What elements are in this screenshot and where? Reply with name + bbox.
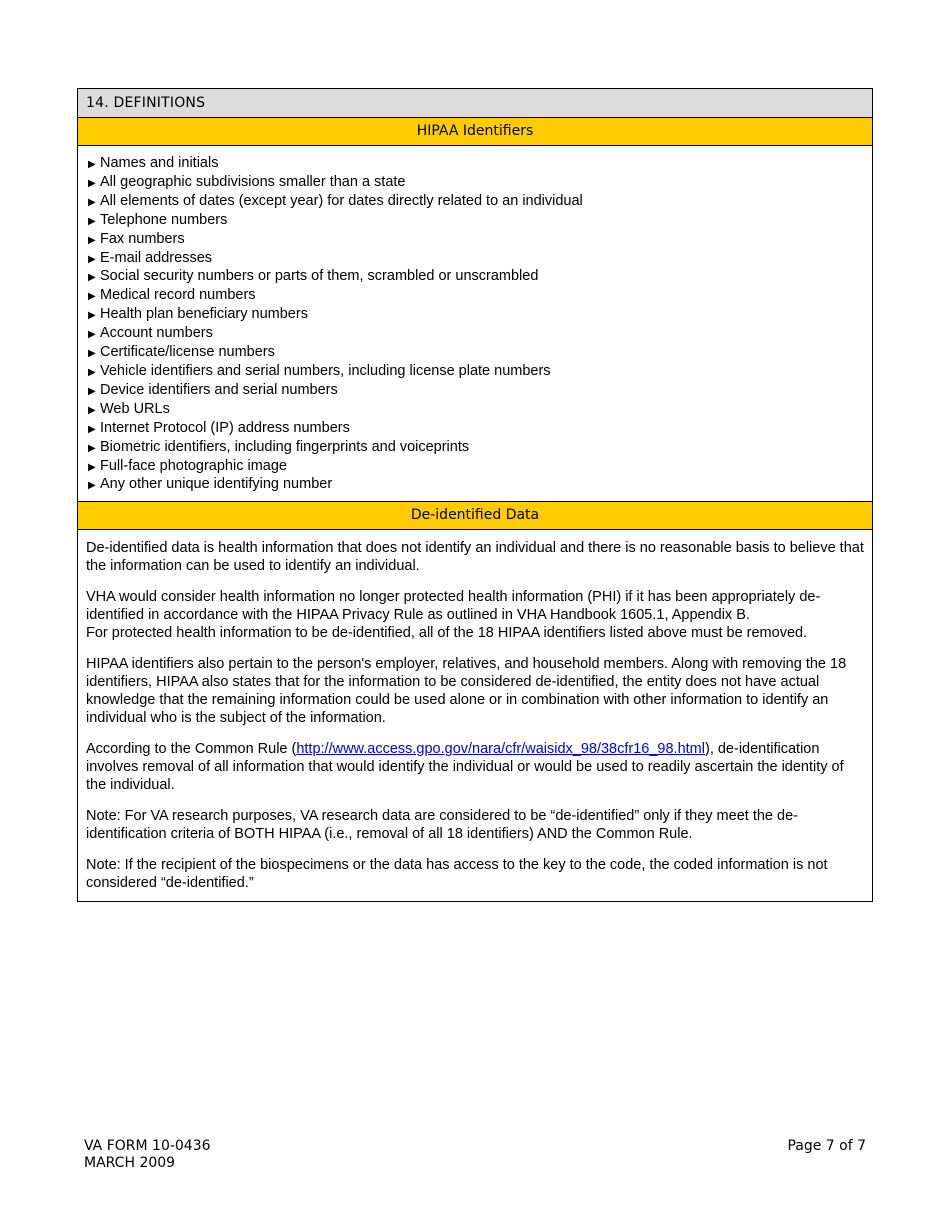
bullet-arrow-icon: ▶ bbox=[88, 348, 96, 360]
bullet-arrow-icon: ▶ bbox=[88, 329, 96, 341]
bullet-arrow-icon: ▶ bbox=[88, 177, 96, 189]
bullet-arrow-icon: ▶ bbox=[88, 291, 96, 303]
bullet-arrow-icon: ▶ bbox=[88, 385, 96, 397]
common-rule-paragraph: According to the Common Rule (http://www.access.gpo.gov/nara/cfr/waisidx_98/38cfr16_98.html), de-identification involves removal of all information that would identify the individual or would be used to readily ascertain the identity of the individual. bbox=[86, 741, 844, 794]
list-item: ▶ Account numbers bbox=[88, 325, 864, 344]
bullet-arrow-icon: ▶ bbox=[88, 310, 96, 322]
bullet-arrow-icon: ▶ bbox=[88, 272, 96, 284]
list-item: ▶ All geographic subdivisions smaller than a state bbox=[88, 174, 864, 193]
bullet-arrow-icon: ▶ bbox=[88, 196, 96, 208]
list-item: ▶ Internet Protocol (IP) address numbers bbox=[88, 420, 864, 439]
list-item: ▶ Any other unique identifying number bbox=[88, 476, 864, 495]
list-item: ▶ Biometric identifiers, including fingerprints and voiceprints bbox=[88, 439, 864, 458]
definitions-table bbox=[77, 88, 873, 902]
list-item: ▶ Vehicle identifiers and serial numbers, including license plate numbers bbox=[88, 363, 864, 382]
list-item: ▶ Names and initials bbox=[88, 155, 864, 174]
bullet-arrow-icon: ▶ bbox=[88, 423, 96, 435]
list-item: ▶ Telephone numbers bbox=[88, 212, 864, 231]
bullet-arrow-icon: ▶ bbox=[88, 366, 96, 378]
page-number: Page 7 of 7 bbox=[787, 1138, 866, 1154]
list-item: ▶ Social security numbers or parts of them, scrambled or unscrambled bbox=[88, 268, 864, 287]
bullet-arrow-icon: ▶ bbox=[88, 215, 96, 227]
list-item: ▶ E-mail addresses bbox=[88, 250, 864, 269]
bullet-arrow-icon: ▶ bbox=[88, 442, 96, 454]
list-item: ▶ Device identifiers and serial numbers bbox=[88, 382, 864, 401]
hipaa-identifiers-paragraph: HIPAA identifiers also pertain to the person's employer, relatives, and household members. Along with removing the 18 identifiers, HIPAA also states that for the information to be considered de-identified, the entity does not have actual knowledge that the remaining information could be used alone or in combination with other information to identify an individual who is the subject of the information. bbox=[86, 656, 847, 727]
list-item: ▶ Full-face photographic image bbox=[88, 458, 864, 477]
deidentified-data-header: De-identified Data bbox=[78, 501, 872, 530]
form-number: VA FORM 10-0436 bbox=[84, 1138, 211, 1154]
deidentified-data-body bbox=[78, 530, 872, 901]
research-note-paragraph: Note: For VA research purposes, VA research data are considered to be “de-identified” only if they meet the de-identification criteria of BOTH HIPAA (i.e., removal of all 18 identifiers) AND the Common Rule. bbox=[86, 808, 798, 843]
list-item: ▶ Certificate/license numbers bbox=[88, 344, 864, 363]
bullet-arrow-icon: ▶ bbox=[88, 461, 96, 473]
list-item: ▶ All elements of dates (except year) for dates directly related to an individual bbox=[88, 193, 864, 212]
list-item: ▶ Medical record numbers bbox=[88, 287, 864, 306]
hipaa-identifiers-header: HIPAA Identifiers bbox=[78, 118, 872, 146]
section-title: 14. DEFINITIONS bbox=[78, 89, 872, 118]
deidentified-definition: De-identified data is health information that does not identify an individual and there is no reasonable basis to believe that the information can be used to identify an individual. bbox=[86, 540, 864, 575]
coded-info-note-paragraph: Note: If the recipient of the biospecimens or the data has access to the key to the code, the coded information is not considered “de-identified.” bbox=[86, 857, 828, 892]
form-footer bbox=[84, 1138, 211, 1172]
bullet-arrow-icon: ▶ bbox=[88, 480, 96, 492]
bullet-arrow-icon: ▶ bbox=[88, 404, 96, 416]
vha-phi-paragraph: VHA would consider health information no longer protected health information (PHI) if it has been appropriately de-identified in accordance with the HIPAA Privacy Rule as outlined in VHA Handbook 1605.1, Appendix B. For protected health information to be de-identified, all of the 18 HIPAA identifiers listed above must be removed. bbox=[86, 589, 821, 642]
list-item: ▶ Fax numbers bbox=[88, 231, 864, 250]
list-item: ▶ Web URLs bbox=[88, 401, 864, 420]
list-item: ▶ Health plan beneficiary numbers bbox=[88, 306, 864, 325]
bullet-arrow-icon: ▶ bbox=[88, 159, 96, 170]
hipaa-identifiers-list bbox=[78, 146, 872, 501]
form-date: MARCH 2009 bbox=[84, 1155, 176, 1171]
bullet-arrow-icon: ▶ bbox=[88, 253, 96, 265]
common-rule-link[interactable]: http://www.access.gpo.gov/nara/cfr/waisidx_98/38cfr16_98.html bbox=[296, 741, 705, 758]
bullet-arrow-icon: ▶ bbox=[88, 234, 96, 246]
